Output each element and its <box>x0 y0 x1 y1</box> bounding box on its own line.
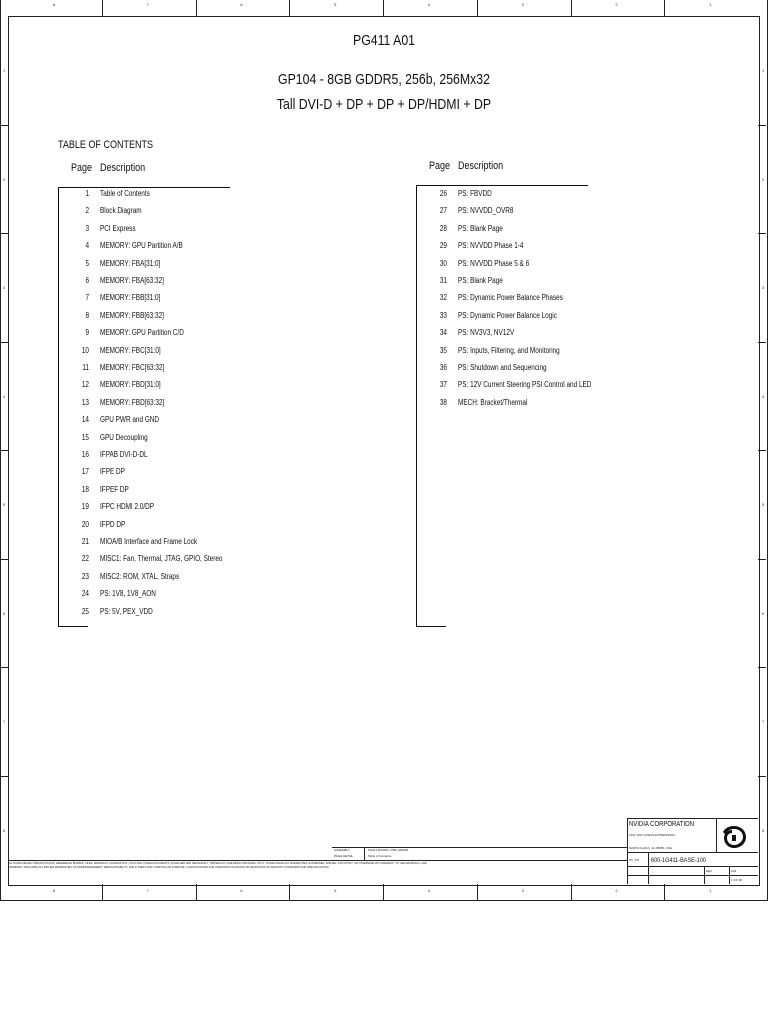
zone-tick <box>0 559 8 560</box>
toc-page-number: 8 <box>85 310 89 320</box>
zone-tick <box>0 667 8 668</box>
gpu-memory-title: GP104 - 8GB GDDR5, 256b, 256Mx32 <box>278 71 490 88</box>
part-number: 600-1G411-BASE-100 <box>651 857 706 864</box>
zone-tick <box>0 233 8 234</box>
toc-page-number: 4 <box>85 241 89 251</box>
outputs-title: Tall DVI-D + DP + DP + DP/HDMI + DP <box>276 96 492 113</box>
toc-page-number: 20 <box>81 519 89 529</box>
zone-column-label: 1 <box>709 888 712 893</box>
toc-page-number: 33 <box>439 310 447 320</box>
toc-description: MEMORY: GPU Partition C/D <box>100 328 184 338</box>
right-col-rule <box>416 185 588 186</box>
zone-tick <box>383 884 384 900</box>
toc-page-number: 9 <box>85 328 89 338</box>
company-address-1: 2701 SAN TOMAS EXPRESSWAY <box>629 833 676 837</box>
zone-column-label: 3 <box>521 888 524 893</box>
left-col-page-header: Page <box>71 162 93 174</box>
tb-rule <box>729 866 730 884</box>
toc-page-number: 15 <box>81 432 89 442</box>
toc-page-number: 18 <box>81 484 89 494</box>
asm-label: ASSEMBLY <box>334 848 350 852</box>
toc-page-number: 11 <box>82 363 89 372</box>
zone-tick <box>758 450 766 451</box>
toc-page-number: 5 <box>85 258 89 268</box>
zone-column-label: 2 <box>615 888 618 893</box>
toc-page-number: 23 <box>81 571 89 581</box>
toc-page-number: 2 <box>85 206 89 216</box>
toc-description: MEMORY: FBB[63:32] <box>100 310 164 320</box>
toc-page-number: 14 <box>81 415 89 425</box>
left-col-bottom <box>58 626 88 627</box>
zone-row-label: 7 <box>762 719 765 725</box>
toc-page-number: 22 <box>81 554 89 564</box>
toc-description: MEMORY: FBA[63:32] <box>100 276 164 285</box>
toc-page-number: 10 <box>81 345 89 355</box>
rev-value: A01 <box>731 869 737 873</box>
toc-page-number: 36 <box>439 363 447 372</box>
toc-description: IFPD DP <box>100 519 126 529</box>
asm-value: PG411 BOARD, 256b GDDR5 <box>368 848 409 852</box>
zone-row-label: 2 <box>3 176 6 182</box>
toc-description: MEMORY: GPU Partition A/B <box>100 241 183 251</box>
toc-page-number: 17 <box>81 467 89 477</box>
zone-column-label: 3 <box>521 2 524 7</box>
zone-tick <box>477 884 478 900</box>
zone-tick <box>0 125 8 126</box>
toc-page-number: 16 <box>81 450 89 459</box>
zone-column-label: 8 <box>52 888 56 893</box>
toc-page-number: 27 <box>439 206 447 216</box>
tb-rule <box>627 818 758 819</box>
zone-column-label: 4 <box>427 2 431 7</box>
zone-tick <box>758 776 766 777</box>
zone-row-label: 1 <box>762 68 765 74</box>
legal-disclaimer: ALL NVIDIA DESIGN SPECIFICATIONS, REFERENCE BOARDS, FILES, DRAWINGS, DIAGNOSTICS, LISTS AND OTHER DOCUMENTS (TOGETHER AND SEPARATELY, "MATERIALS") ARE BEING PROVIDED "AS IS." NVIDIA MAKES NO WARRANTIES, EXPRESSED, IMPLIED, STATUTORY, OR OTHERWISE WITH RESPECT TO THE MATERIALS, AND EXPRESSLY DISCLAIMS ALL IMPLIED WARRANTIES OF NONINFRINGEMENT, MERCHANTABILITY, AND FITNESS FOR A PARTICULAR PURPOSE. CONTAIN KNOWN AND UNKNOWN VIOLATIONS OR DEVIATIONS OF INDUSTRY STANDARDS AND SPECIFICATIONS. <box>8 862 427 869</box>
toc-page-number: 19 <box>81 502 89 512</box>
toc-description: Block Diagram <box>100 206 142 216</box>
zone-tick <box>0 342 8 343</box>
zone-column-label: 4 <box>427 888 431 893</box>
zone-tick <box>571 884 572 900</box>
toc-description: PS: Dynamic Power Balance Logic <box>458 310 557 320</box>
zone-row-label: 6 <box>762 610 765 616</box>
toc-page-number: 35 <box>439 345 447 355</box>
toc-description: PS: Shutdown and Sequencing <box>458 363 547 372</box>
toc-description: PCI Express <box>100 223 136 233</box>
zone-row-label: 5 <box>762 502 765 508</box>
tb-rule <box>704 866 705 884</box>
toc-description: MEMORY: FBC[63:32] <box>100 363 165 372</box>
nvidia-logo-icon <box>719 822 749 852</box>
toc-description: IFPEF DP <box>100 484 129 494</box>
toc-page-number: 21 <box>81 537 89 546</box>
toc-description: MEMORY: FBC[31:0] <box>100 345 161 355</box>
zone-tick <box>383 0 384 16</box>
zone-tick <box>664 884 665 900</box>
zone-column-label: 5 <box>334 888 337 893</box>
tb-rule <box>627 852 758 853</box>
toc-page-number: 29 <box>439 241 447 251</box>
tb-rule <box>648 852 649 884</box>
zone-tick <box>758 125 766 126</box>
right-col-divider <box>416 185 417 626</box>
zone-tick <box>477 0 478 16</box>
toc-page-number: 25 <box>81 606 89 616</box>
tb-rule <box>627 875 758 876</box>
rev-label: REV <box>706 869 713 873</box>
zone-tick <box>758 342 766 343</box>
tb-rule <box>627 866 758 867</box>
toc-description: MISC2: ROM, XTAL, Straps <box>100 571 180 581</box>
left-col-divider <box>58 187 59 626</box>
zone-column-label: 6 <box>240 888 243 893</box>
zone-tick <box>196 0 197 16</box>
toc-page-number: 31 <box>439 276 447 285</box>
zone-row-label: 1 <box>3 68 6 74</box>
toc-page-number: 38 <box>439 397 447 407</box>
toc-description: PS: NVVDD Phase 1-4 <box>458 241 524 251</box>
sheet-number: 1 OF 38 <box>731 878 742 882</box>
toc-description: MEMORY: FBB[31:0] <box>100 293 161 303</box>
zone-tick <box>758 667 766 668</box>
board-title: PG411 A01 <box>352 32 416 49</box>
company-address-2: SANTA CLARA, CA 95050, USA <box>629 846 673 850</box>
toc-page-number: 24 <box>81 589 89 599</box>
left-col-desc-header: Description <box>100 162 146 174</box>
zone-tick <box>664 0 665 16</box>
zone-column-label: 6 <box>240 2 243 7</box>
toc-description: MECH: Bracket/Thermal <box>458 397 528 407</box>
toc-description: IFPAB DVI-D-DL <box>100 450 148 459</box>
zone-tick <box>289 884 290 900</box>
toc-page-number: 34 <box>439 328 447 338</box>
zone-row-label: 8 <box>762 827 765 833</box>
pn-label: NV_PN <box>629 858 640 862</box>
page-detail-value: Table of Contents <box>368 854 392 858</box>
toc-description: PS: Inputs, Filtering, and Monitoring <box>458 345 560 355</box>
zone-row-label: 3 <box>762 285 765 291</box>
tb-rule <box>716 818 717 852</box>
toc-heading: TABLE OF CONTENTS <box>58 139 154 151</box>
zone-row-label: 5 <box>3 502 6 508</box>
toc-description: MEMORY: FBA[31:0] <box>100 258 161 268</box>
toc-description: PS: Dynamic Power Balance Phases <box>458 293 563 303</box>
toc-description: PS: Blank Page <box>458 276 503 285</box>
toc-description: IFPC HDMI 2.0/DP <box>100 502 155 512</box>
toc-description: MEMORY: FBD[63:32] <box>100 397 165 407</box>
zone-column-label: 8 <box>52 2 56 7</box>
company-name: NVIDIA CORPORATION <box>629 821 695 828</box>
zone-tick <box>571 0 572 16</box>
toc-description: PS: NVVDD Phase 5 & 6 <box>458 258 530 268</box>
toc-page-number: 12 <box>81 380 89 390</box>
toc-description: IFPE DP <box>100 467 125 477</box>
page-detail-label: PAGE DETAIL <box>334 854 354 858</box>
toc-description: PS: 12V Current Steering PSI Control and LED <box>458 380 592 390</box>
zone-column-label: 7 <box>146 888 149 893</box>
zone-column-label: 7 <box>146 2 149 7</box>
toc-page-number: 13 <box>81 397 89 407</box>
zone-tick <box>289 0 290 16</box>
zone-row-label: 8 <box>3 827 6 833</box>
toc-description: GPU PWR and GND <box>100 415 160 425</box>
right-col-bottom <box>416 626 446 627</box>
zone-row-label: 6 <box>3 610 6 616</box>
zone-column-label: 1 <box>709 2 712 7</box>
toc-page-number: 1 <box>85 189 89 198</box>
zone-row-label: 7 <box>3 719 6 725</box>
tb-rule <box>8 860 627 861</box>
right-col-desc-header: Description <box>458 160 504 172</box>
toc-page-number: 3 <box>85 223 89 233</box>
toc-description: MISC1: Fan, Thermal, JTAG, GPIO, Stereo <box>100 554 223 564</box>
zone-row-label: 4 <box>3 393 6 399</box>
zone-tick <box>758 233 766 234</box>
toc-description: PS: NV3V3, NV12V <box>458 328 515 338</box>
toc-page-number: 30 <box>439 258 447 268</box>
toc-page-number: 28 <box>439 223 447 233</box>
zone-tick <box>196 884 197 900</box>
toc-page-number: 26 <box>439 189 447 198</box>
toc-description: PS: FBVDD <box>458 189 492 198</box>
toc-page-number: 6 <box>85 276 89 285</box>
zone-tick <box>0 776 8 777</box>
toc-page-number: 32 <box>439 293 447 303</box>
zone-tick <box>102 884 103 900</box>
toc-description: MIOA/B Interface and Frame Lock <box>100 537 198 546</box>
toc-page-number: 37 <box>439 380 447 390</box>
toc-description: PS: NVVDD_OVR8 <box>458 206 514 216</box>
toc-description: Table of Contents <box>100 189 150 198</box>
zone-tick <box>102 0 103 16</box>
zone-column-label: 2 <box>615 2 618 7</box>
right-col-page-header: Page <box>429 160 451 172</box>
tb-rule <box>364 847 365 860</box>
zone-tick <box>0 450 8 451</box>
toc-description: GPU Decoupling <box>100 432 148 442</box>
toc-description: PS: 1V8, 1V8_AON <box>100 589 156 599</box>
zone-tick <box>758 559 766 560</box>
zone-row-label: 2 <box>762 176 765 182</box>
toc-description: MEMORY: FBD[31:0] <box>100 380 161 390</box>
toc-page-number: 7 <box>85 293 89 303</box>
toc-description: PS: 5V, PEX_VDD <box>100 606 153 616</box>
zone-row-label: 4 <box>762 393 765 399</box>
zone-column-label: 5 <box>334 2 337 7</box>
toc-description: PS: Blank Page <box>458 223 503 233</box>
zone-row-label: 3 <box>3 285 6 291</box>
